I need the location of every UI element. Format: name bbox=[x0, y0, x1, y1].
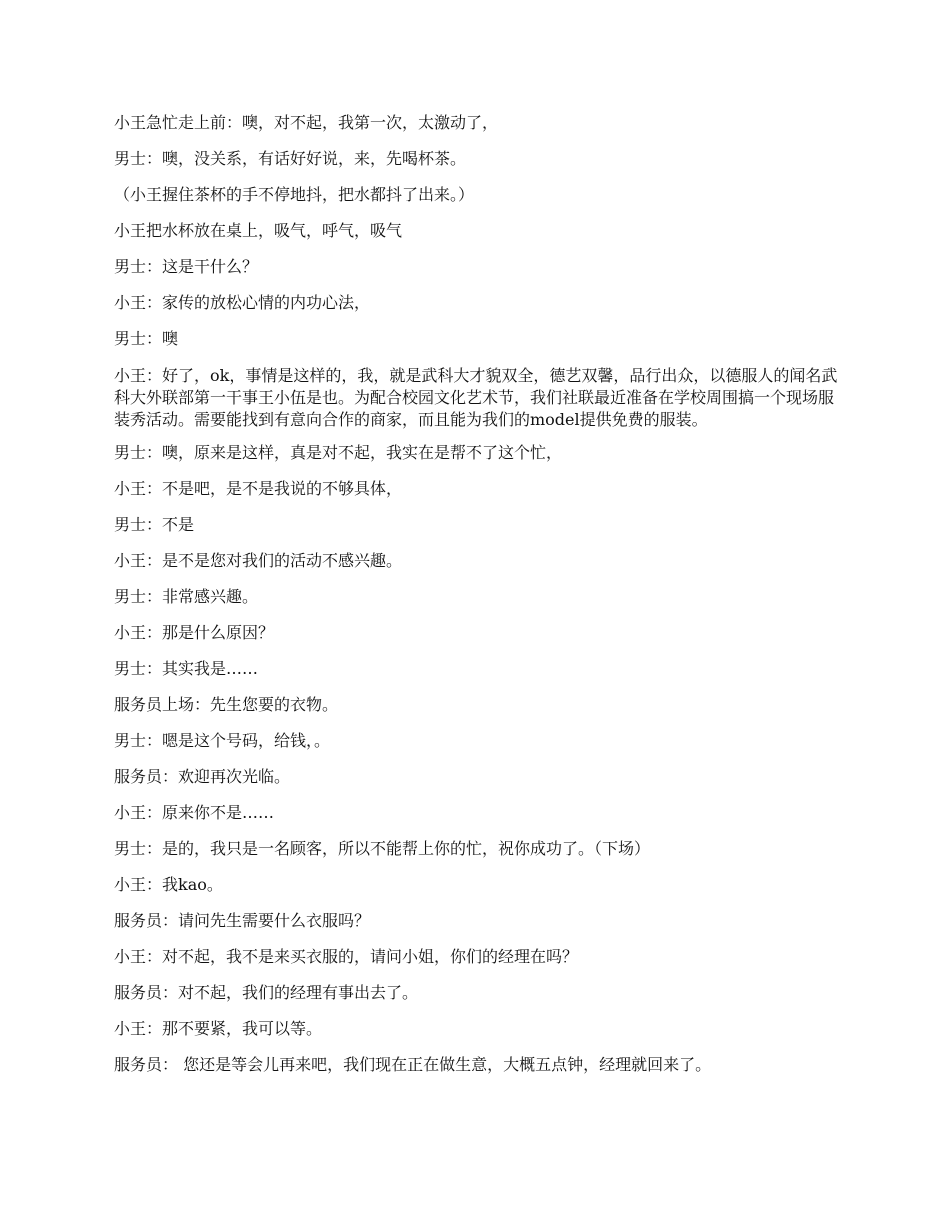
dialogue-paragraph-long: 小王：好了，ok，事情是这样的，我，就是武科大才貌双全，德艺双馨，品行出众，以德服人的闻名武科大外联部第一干事王小伍是也。为配合校园文化艺术节，我们社联最近准备在学校周围搞一个现场服装秀活动。需要能找到有意向合作的商家，而且能为我们的model提供免费的服装。 bbox=[114, 366, 838, 429]
dialogue-line-9: 男士：噢，原来是这样，真是对不起，我实在是帮不了这个忙， bbox=[114, 443, 563, 462]
dialogue-line-20: 男士：是的，我只是一名顾客，所以不能帮上你的忙，祝你成功了。（下场） bbox=[114, 839, 651, 858]
document-body bbox=[114, 113, 844, 1091]
dialogue-line-10: 小王：不是吧，是不是我说的不够具体， bbox=[114, 479, 403, 498]
dialogue-line-26: 服务员： 您还是等会儿再来吧，我们现在正在做生意，大概五点钟，经理就回来了。 bbox=[114, 1055, 712, 1074]
dialogue-line-2: 男士：噢，没关系，有话好好说，来，先喝杯茶。 bbox=[114, 149, 467, 168]
dialogue-line-17: 男士：嗯是这个号码，给钱，。 bbox=[114, 731, 331, 750]
dialogue-line-4: 小王把水杯放在桌上，吸气，呼气，吸气 bbox=[114, 221, 403, 240]
dialogue-line-22: 服务员：请问先生需要什么衣服吗？ bbox=[114, 911, 371, 930]
dialogue-line-14: 小王：那是什么原因？ bbox=[114, 623, 275, 642]
dialogue-line-23: 小王：对不起，我不是来买衣服的，请问小姐，你们的经理在吗？ bbox=[114, 947, 579, 966]
dialogue-line-15: 男士：其实我是…… bbox=[114, 659, 259, 678]
dialogue-line-12: 小王：是不是您对我们的活动不感兴趣。 bbox=[114, 551, 403, 570]
dialogue-line-21: 小王：我kao。 bbox=[114, 875, 223, 894]
dialogue-line-18: 服务员：欢迎再次光临。 bbox=[114, 767, 291, 786]
dialogue-line-5: 男士：这是干什么？ bbox=[114, 257, 259, 276]
stage-direction-1: （小王握住茶杯的手不停地抖，把水都抖了出来。） bbox=[114, 185, 475, 204]
dialogue-line-16: 服务员上场：先生您要的衣物。 bbox=[114, 695, 339, 714]
dialogue-line-24: 服务员：对不起，我们的经理有事出去了。 bbox=[114, 983, 419, 1002]
dialogue-line-6: 小王：家传的放松心情的内功心法， bbox=[114, 293, 371, 312]
dialogue-line-7: 男士：噢 bbox=[114, 329, 179, 348]
dialogue-line-25: 小王：那不要紧，我可以等。 bbox=[114, 1019, 323, 1038]
dialogue-line-19: 小王：原来你不是…… bbox=[114, 803, 275, 822]
dialogue-line-1: 小王急忙走上前：噢，对不起，我第一次，太激动了， bbox=[114, 113, 499, 132]
dialogue-line-13: 男士：非常感兴趣。 bbox=[114, 587, 259, 606]
dialogue-line-11: 男士：不是 bbox=[114, 515, 195, 534]
